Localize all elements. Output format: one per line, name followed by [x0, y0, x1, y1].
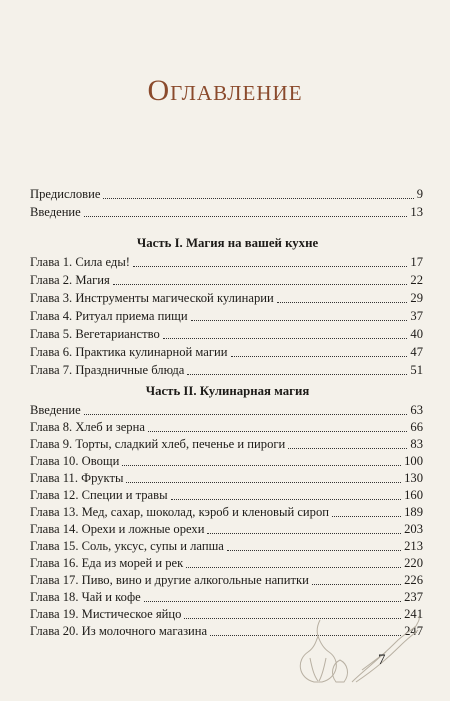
page-title: Оглавление	[147, 74, 303, 107]
toc-entry-page: 100	[404, 454, 423, 468]
toc-entry-label: Глава 10. Овощи	[30, 454, 120, 468]
toc-entry[interactable]	[30, 572, 423, 588]
toc-entry-page: 63	[410, 403, 423, 417]
toc-entry-page: 189	[404, 505, 423, 519]
toc-entry[interactable]	[30, 555, 423, 571]
toc-entry[interactable]	[30, 186, 423, 202]
toc-entry-page: 130	[404, 471, 423, 485]
dot-leader	[186, 567, 401, 568]
dot-leader	[227, 550, 401, 551]
toc-entry[interactable]	[30, 272, 423, 288]
toc-entry[interactable]	[30, 362, 423, 378]
toc-entry-label: Глава 4. Ритуал приема пищи	[30, 309, 188, 323]
dot-leader	[113, 284, 408, 285]
dot-leader	[191, 320, 408, 321]
toc-entry-page: 37	[410, 309, 423, 323]
toc-entry[interactable]	[30, 254, 423, 270]
toc-entry-page: 66	[410, 420, 423, 434]
toc-entry-label: Глава 14. Орехи и ложные орехи	[30, 522, 205, 536]
toc-entry-label: Глава 3. Инструменты магической кулинарии	[30, 291, 274, 305]
toc-entry-page: 241	[404, 607, 423, 621]
toc-entry-label: Глава 19. Мистическое яйцо	[30, 607, 182, 621]
dot-leader	[126, 482, 401, 483]
dot-leader	[231, 356, 408, 357]
toc-entry-label: Глава 2. Магия	[30, 273, 110, 287]
dot-leader	[103, 198, 413, 199]
toc-entry-label: Глава 18. Чай и кофе	[30, 590, 141, 604]
toc-entry-label: Глава 11. Фрукты	[30, 471, 124, 485]
dot-leader	[171, 499, 402, 500]
toc-entry-label: Глава 6. Практика кулинарной магии	[30, 345, 228, 359]
toc-entry-label: Глава 16. Еда из морей и рек	[30, 556, 184, 570]
toc-entry-page: 29	[410, 291, 423, 305]
toc-entry[interactable]	[30, 402, 423, 418]
dot-leader	[122, 465, 401, 466]
toc-entry-page: 247	[404, 624, 423, 638]
dot-leader	[187, 374, 407, 375]
toc-entry[interactable]	[30, 589, 423, 605]
toc-entry-label: Глава 1. Сила еды!	[30, 255, 130, 269]
toc-entry-label: Глава 5. Вегетарианство	[30, 327, 160, 341]
dot-leader	[84, 414, 408, 415]
toc-entry-label: Глава 9. Торты, сладкий хлеб, печенье и пироги	[30, 437, 286, 451]
part-heading: Часть I. Магия на вашей кухне	[136, 236, 319, 250]
dot-leader	[148, 431, 407, 432]
toc-entry-page: 160	[404, 488, 423, 502]
page-number: 7	[378, 652, 386, 668]
toc-entry-page: 237	[404, 590, 423, 604]
toc-entry[interactable]	[30, 538, 423, 554]
toc-entry-page: 9	[416, 187, 423, 201]
toc-entry[interactable]	[30, 308, 423, 324]
toc-entry-page: 47	[410, 345, 423, 359]
toc-entry-label: Глава 8. Хлеб и зерна	[30, 420, 145, 434]
toc-entry[interactable]	[30, 504, 423, 520]
toc-entry[interactable]	[30, 453, 423, 469]
dot-leader	[277, 302, 408, 303]
toc-entry-label: Глава 17. Пиво, вино и другие алкогольные напитки	[30, 573, 309, 587]
toc-entry-page: 213	[404, 539, 423, 553]
garlic-pepper-sketch-icon	[292, 612, 422, 687]
toc-entry-label: Предисловие	[30, 187, 101, 201]
toc-entry-label: Введение	[30, 205, 81, 219]
toc-entry[interactable]	[30, 419, 423, 435]
toc-entry[interactable]	[30, 487, 423, 503]
dot-leader	[312, 584, 401, 585]
toc-entry-page: 13	[410, 205, 423, 219]
dot-leader	[133, 266, 407, 267]
toc-entry-page: 220	[404, 556, 423, 570]
dot-leader	[207, 533, 401, 534]
part-heading: Часть II. Кулинарная магия	[145, 384, 310, 398]
toc-entry-page: 226	[404, 573, 423, 587]
toc-entry-label: Глава 7. Праздничные блюда	[30, 363, 185, 377]
toc-entry[interactable]	[30, 326, 423, 342]
toc-entry[interactable]	[30, 521, 423, 537]
toc-entry-page: 83	[410, 437, 423, 451]
toc-entry[interactable]	[30, 344, 423, 360]
toc-entry-label: Глава 20. Из молочного магазина	[30, 624, 208, 638]
toc-entry-page: 40	[410, 327, 423, 341]
toc-entry-page: 22	[410, 273, 423, 287]
dot-leader	[332, 516, 401, 517]
dot-leader	[288, 448, 407, 449]
toc-entry-label: Введение	[30, 403, 81, 417]
toc-entry-label: Глава 15. Соль, уксус, супы и лапша	[30, 539, 224, 553]
toc-entry-page: 17	[410, 255, 423, 269]
toc-entry[interactable]	[30, 204, 423, 220]
dot-leader	[84, 216, 408, 217]
dot-leader	[144, 601, 401, 602]
dot-leader	[163, 338, 408, 339]
toc-entry-page: 203	[404, 522, 423, 536]
toc-entry-page: 51	[410, 363, 423, 377]
toc-entry[interactable]	[30, 436, 423, 452]
toc-entry[interactable]	[30, 470, 423, 486]
toc-entry-label: Глава 12. Специи и травы	[30, 488, 168, 502]
toc-entry-label: Глава 13. Мед, сахар, шоколад, кэроб и кленовый сироп	[30, 505, 329, 519]
toc-entry[interactable]	[30, 290, 423, 306]
